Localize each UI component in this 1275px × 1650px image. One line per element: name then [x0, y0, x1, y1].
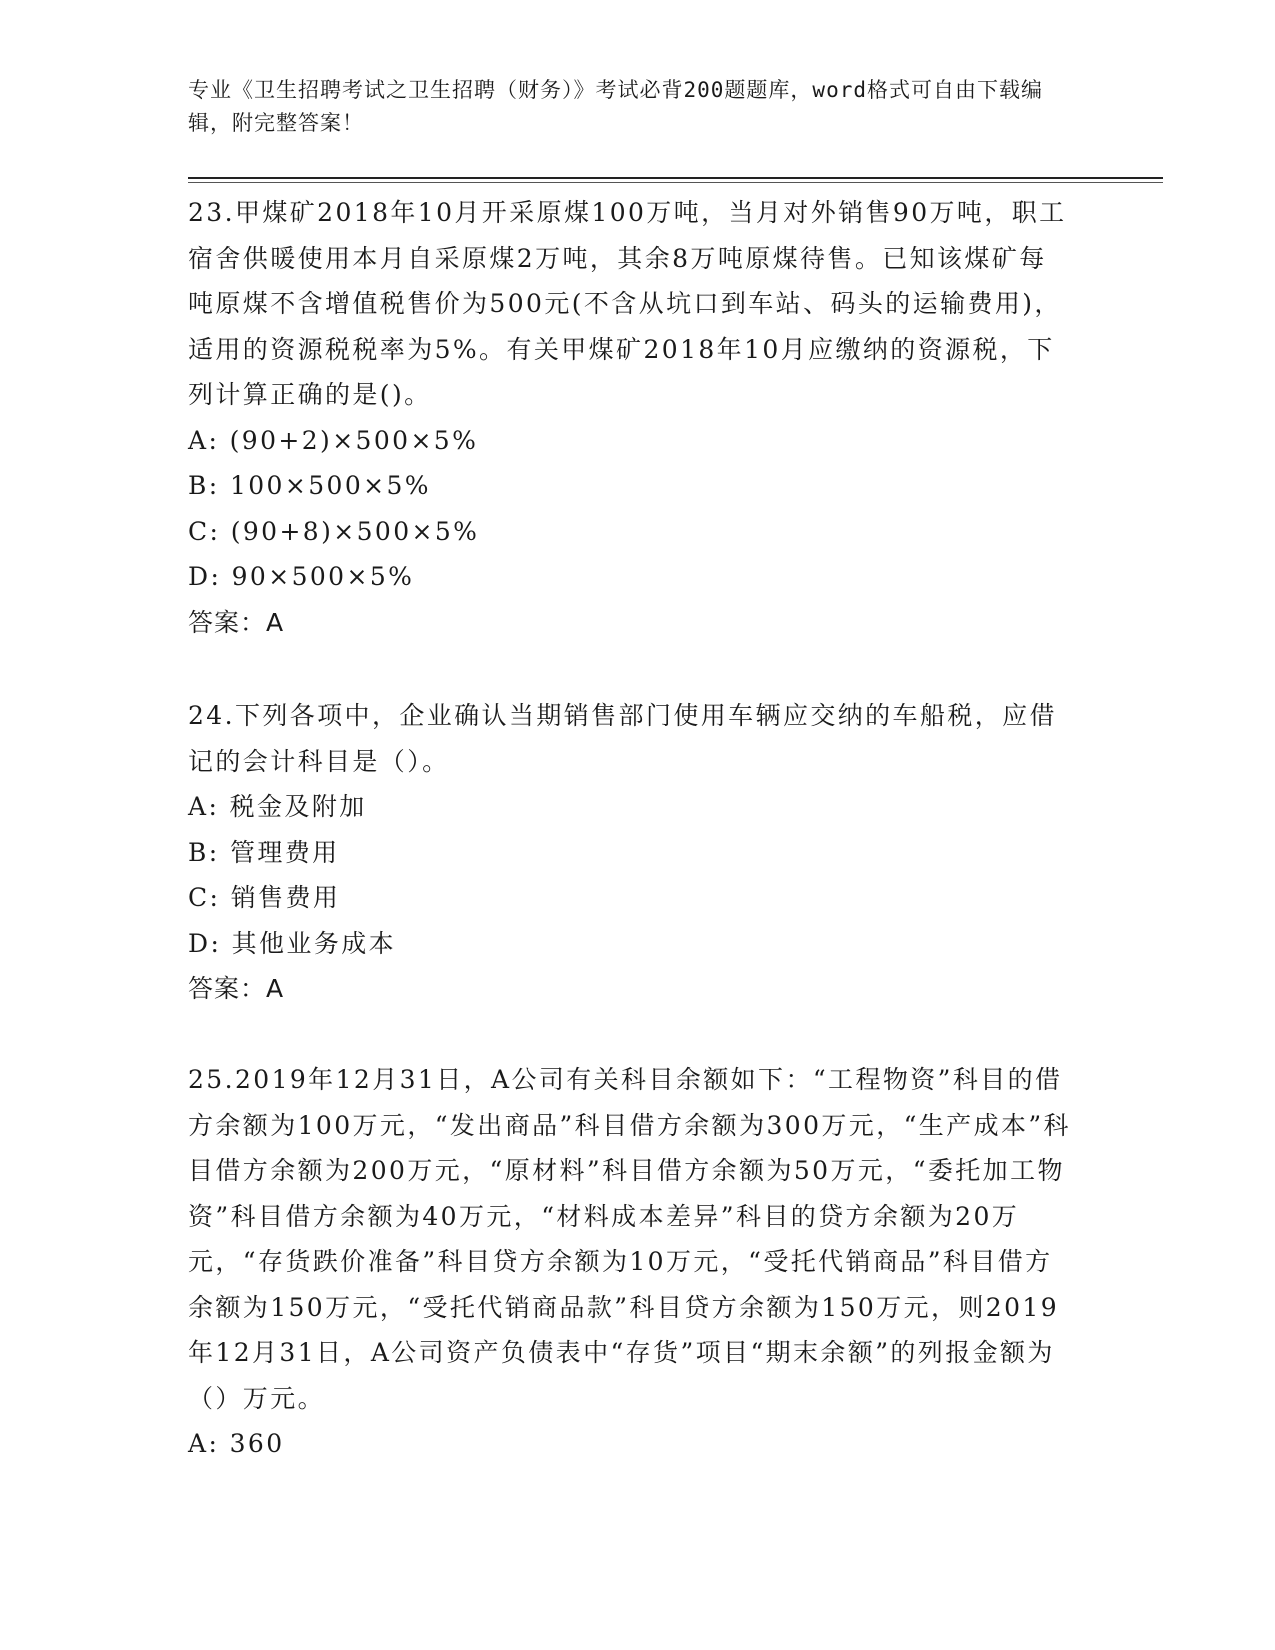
option-d: D: 其他业务成本 — [188, 928, 397, 958]
answer: 答案：A — [188, 974, 285, 1003]
option-a: A: (90+2)×500×5% — [188, 425, 479, 455]
question-stem: 25.2019年12月31日，A公司有关科目余额如下：“工程物资”科目的借方余额为100万元，“发出商品”科目借方余额为300万元，“生产成本”科目借方余额为200万元，“原材料”科目借方余额为50万元，“委托加工物资”科目借方余额为40万元，“材料成本差异”科目的贷方余额为20万元，“存货跌价准备”科目贷方余额为10万元，“受托代销商品”科目借方余额为150万元，“受托代销商品款”科目贷方余额为150万元，则2019年12月31日，A公司资产负债表中“存货”项目“期末余额”的列报金额为（）万元。 — [188, 1065, 1071, 1413]
document-header: 专业《卫生招聘考试之卫生招聘（财务）》考试必背200题题库，word格式可自由下载编辑，附完整答案！ — [188, 78, 1043, 135]
question-23 — [188, 190, 1073, 645]
question-stem: 23.甲煤矿2018年10月开采原煤100万吨，当月对外销售90万吨，职工宿舍供暖使用本月自采原煤2万吨，其余8万吨原煤待售。已知该煤矿每吨原煤不含增值税售价为500元(不含从坑口到车站、码头的运输费用)，适用的资源税税率为5%。有关甲煤矿2018年10月应缴纳的资源税，下列计算正确的是()。 — [188, 198, 1067, 409]
option-b: B: 100×500×5% — [188, 471, 431, 500]
option-b: B: 管理费用 — [188, 837, 340, 867]
question-24 — [188, 693, 1073, 1012]
header-divider-thick — [188, 177, 1163, 179]
option-c: C: (90+8)×500×5% — [188, 516, 480, 546]
option-c: C: 销售费用 — [188, 883, 341, 912]
question-25 — [188, 1057, 1073, 1467]
option-a: A: 税金及附加 — [188, 792, 367, 821]
header-divider-thin — [188, 182, 1163, 183]
answer: 答案：A — [188, 607, 285, 637]
option-a: A: 360 — [188, 1429, 285, 1458]
question-stem: 24.下列各项中，企业确认当期销售部门使用车辆应交纳的车船税，应借记的会计科目是（）。 — [188, 701, 1057, 776]
option-d: D: 90×500×5% — [188, 562, 415, 591]
